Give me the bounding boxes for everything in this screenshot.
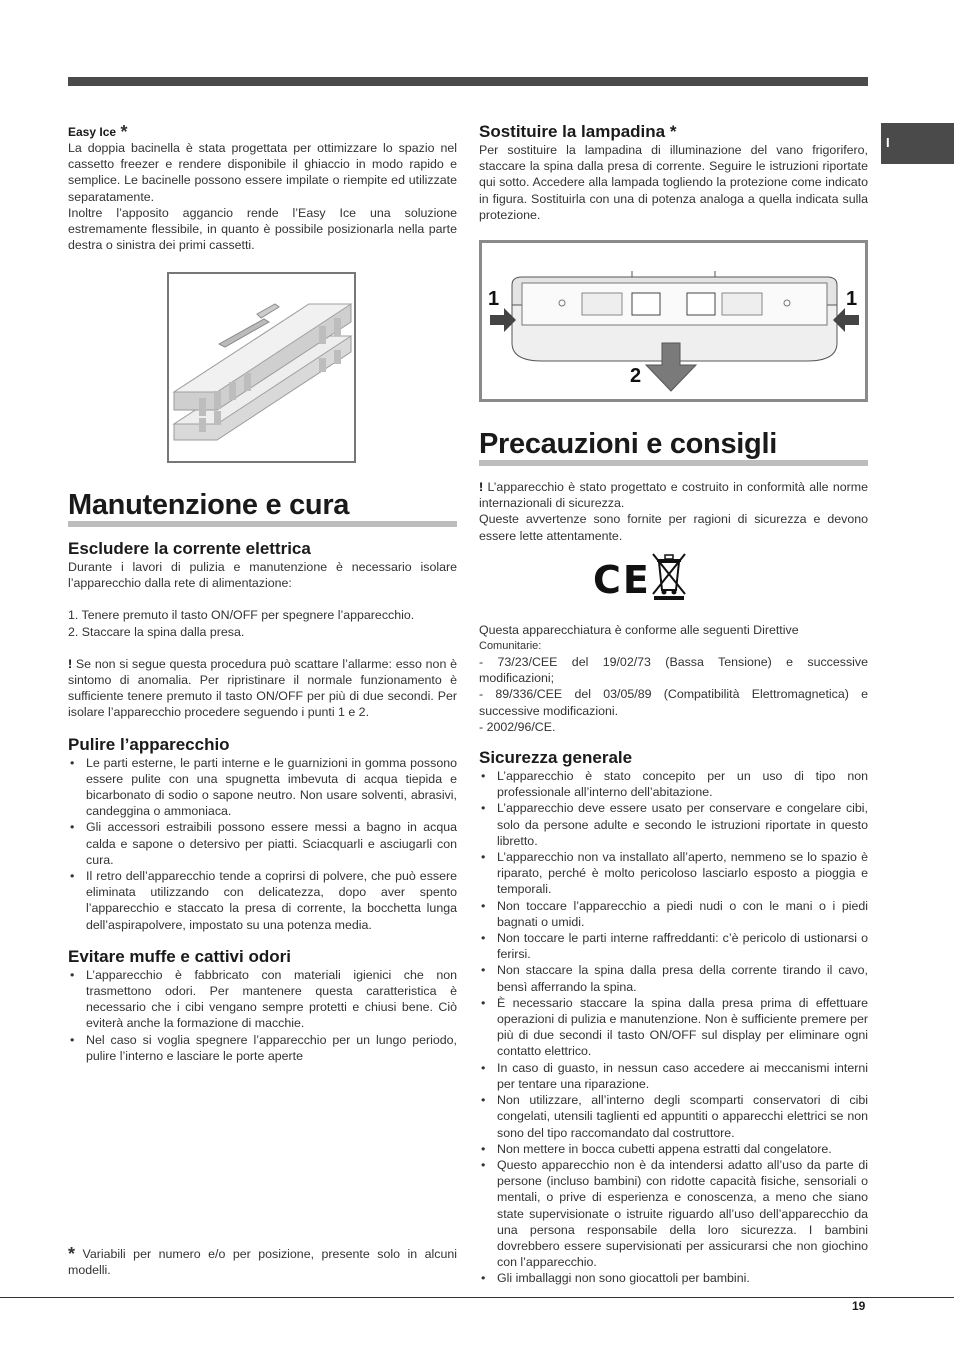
list-item: • Questo apparecchio non è da intendersi adatto all’uso da parte di persone (incluso bambini) con ridotte capacità fisiche, sensoriali o mentali, o prive di esperienza e conoscenza, a meno che siano state supervisionate o istruite riguardo all’uso dell’apparecchio da una persona responsabile della loro sicurezza. I bambini dovrebbero essere supervisionati per assicurarsi che non giochino con l’apparecchio. xyxy=(479,1157,868,1270)
safety-list xyxy=(479,768,868,1287)
list-item: • Gli imballaggi non sono giocattoli per bambini. xyxy=(479,1270,868,1286)
bulb-text: Per sostituire la lampadina di illuminazione del vano frigorifero, staccare la spina dalla presa di corrente. Seguire le istruzioni riportate qui sotto. Accedere alla lampada togliendo la protezione come indicato in figura. Sostituirla con una di potenza analoga a quella indicata sulla protezione. xyxy=(479,143,868,222)
list-item: • Non staccare la spina dalla presa della corrente tirando il cavo, bensì afferrando la spina. xyxy=(479,962,868,994)
disconnect-step-2: 2. Staccare la spina dalla presa. xyxy=(68,624,245,639)
easy-ice-title: Easy Ice xyxy=(68,125,117,139)
precautions-intro-text: L’apparecchio è stato progettato e costruito in conformità alle norme internazionali di sicurezza. xyxy=(479,480,868,511)
maintenance-title-rule xyxy=(68,521,457,527)
footnote-star: * xyxy=(68,1244,76,1264)
figure-label-left: 1 xyxy=(488,288,500,310)
figure-label-right: 1 xyxy=(846,288,858,310)
disconnect-warning xyxy=(68,656,457,721)
list-item: • L’apparecchio è stato concepito per un uso di tipo non professionale all’interno dell’abitazione. xyxy=(479,768,868,800)
list-item: • Non utilizzare, all’interno degli scomparti conservatori di cibi congelati, utensili taglienti ed appuntiti o apparecchi elettrici se non sono del tipo raccomandato dal costruttore. xyxy=(479,1092,868,1141)
list-item: • L’apparecchio non va installato all’aperto, nemmeno se lo spazio è riparato, perché è molto pericoloso lasciarlo esposto a pioggia e temporali. xyxy=(479,849,868,898)
mould-list xyxy=(68,967,457,1064)
list-item: • Non toccare l’apparecchio a piedi nudi o con le mani o i piedi bagnati o umidi. xyxy=(479,898,868,930)
footer-rule xyxy=(0,1297,954,1298)
list-item: • Non toccare le parti interne raffreddanti: c’è pericolo di ustionarsi o ferirsi. xyxy=(479,930,868,962)
disconnect-warning-text: Se non si segue questa procedura può scattare l’allarme: esso non è sintomo di anomalia. Per ripristinare il normale funzionamento è sufficiente tenere premuto il tasto ON/OFF per più di due secondi. Per isolare l’apparecchio procedere seguendo i punti 1 e 2. xyxy=(68,656,457,720)
ce-mark: CE xyxy=(593,557,651,602)
list-item: • L’apparecchio deve essere usato per conservare e congelare cibi, solo da persone adulte e secondo le istruzioni riportate in questo libretto. xyxy=(479,800,868,849)
language-tab xyxy=(881,123,954,164)
directive-2: - 89/336/CEE del 03/05/89 (Compatibilità Elettromagnetica) e successive modificazioni. xyxy=(479,687,868,718)
list-item: • Le parti esterne, le parti interne e le guarnizioni in gomma possono essere pulite con una spugnetta imbevuta di acqua tiepida e bicarbonato di sodio o sapone neutro. Non usare solventi, abrasivi, candeggina o ammoniaca. xyxy=(68,755,457,820)
list-item: • Nel caso si voglia spegnere l’apparecchio per un lungo periodo, pulire l’interno e lasciare le porte aperte xyxy=(68,1032,457,1064)
maintenance-section xyxy=(68,489,457,1064)
directive-1: - 73/23/CEE del 19/02/73 (Bassa Tensione) e successive modificazioni; xyxy=(479,655,868,686)
figure-label-bottom: 2 xyxy=(630,365,642,387)
cleaning-heading: Pulire l’apparecchio xyxy=(68,734,230,754)
warning-mark: ! xyxy=(479,480,484,494)
maintenance-title: Manutenzione e cura xyxy=(68,489,350,521)
directive-3: - 2002/96/CE. xyxy=(479,719,556,734)
directives-intro: Questa apparecchiatura è conforme alle seguenti Direttive xyxy=(479,622,799,637)
directives-intro-2: Comunitarie: xyxy=(479,640,542,653)
easy-ice-section xyxy=(68,124,457,253)
list-item: • Il retro dell’apparecchio tende a coprirsi di polvere, che può essere eliminata utilizzando con delicatezza, dopo aver spento l’apparecchio e staccato la presa di corrente, la bocchetta lunga dell’aspirapolvere, impostato su una potenza media. xyxy=(68,868,457,933)
precautions-title-rule xyxy=(479,460,868,466)
disconnect-heading: Escludere la corrente elettrica xyxy=(68,539,311,558)
precautions-section xyxy=(479,428,868,1287)
precautions-title: Precauzioni e consigli xyxy=(479,428,777,460)
top-rule xyxy=(68,77,868,86)
list-item: • L’apparecchio è fabbricato con materiali igienici che non trasmettono odori. Per mantenere questa caratteristica è necessario che i cibi vengano sempre protetti e chiusi bene. Ciò eviterà anche la formazione di macchie. xyxy=(68,967,457,1032)
disconnect-intro: Durante i lavori di pulizia e manutenzione è necessario isolare l’apparecchio dalla rete di alimentazione: xyxy=(68,560,457,591)
easy-ice-paragraph-2: Inoltre l’apposito aggancio rende l’Easy Ice una soluzione estremamente flessibile, in quanto è possibile posizionarla nella parte destra o sinistra dei primi cassetti. xyxy=(68,205,457,253)
bulb-heading: Sostituire la lampadina * xyxy=(479,122,677,141)
safety-heading: Sicurezza generale xyxy=(479,748,633,768)
weee-bin-icon xyxy=(651,550,687,600)
warning-mark: ! xyxy=(68,656,73,671)
footnote xyxy=(68,1246,457,1278)
page-number: 19 xyxy=(852,1299,866,1313)
footnote-text: Variabili per numero e/o per posizione, presente solo in alcuni modelli. xyxy=(68,1247,458,1278)
list-item: • In caso di guasto, in nessun caso accedere ai meccanismi interni per tentare una riparazione. xyxy=(479,1060,868,1092)
bulb-section xyxy=(479,122,868,223)
list-item: • Gli accessori estraibili possono essere messi a bagno in acqua calda e sapone o detersivo per piatti. Sciacquarli e asciugarli con cura. xyxy=(68,819,457,868)
precautions-note: Queste avvertenze sono fornite per ragioni di sicurezza e devono essere lette attentamente. xyxy=(479,512,868,543)
disconnect-step-1: 1. Tenere premuto il tasto ON/OFF per spegnere l’apparecchio. xyxy=(68,608,415,623)
bulb-figure xyxy=(479,240,868,402)
easy-ice-star: * xyxy=(120,122,128,142)
list-item: • Non mettere in bocca cubetti appena estratti dal congelatore. xyxy=(479,1141,868,1157)
list-item: • È necessario staccare la spina dalla presa prima di effettuare operazioni di pulizia e manutenzione. Non è sufficiente premere per più di due secondi il tasto ON/OFF sul display per eliminare ogni contatto elettrico. xyxy=(479,995,868,1060)
precautions-intro xyxy=(479,479,868,511)
cleaning-list xyxy=(68,755,457,933)
easy-ice-paragraph-1: La doppia bacinella è stata progettata per ottimizzare lo spazio nel cassetto freezer e rendere disponibile il ghiaccio in modo rapido e semplice. Le bacinelle possono essere impilate o riempite ed utilizzate separatamente. xyxy=(68,141,457,204)
easy-ice-image xyxy=(167,272,356,463)
marks-row xyxy=(479,544,868,622)
language-tab-label: I xyxy=(886,135,890,150)
mould-heading: Evitare muffe e cattivi odori xyxy=(68,946,291,966)
